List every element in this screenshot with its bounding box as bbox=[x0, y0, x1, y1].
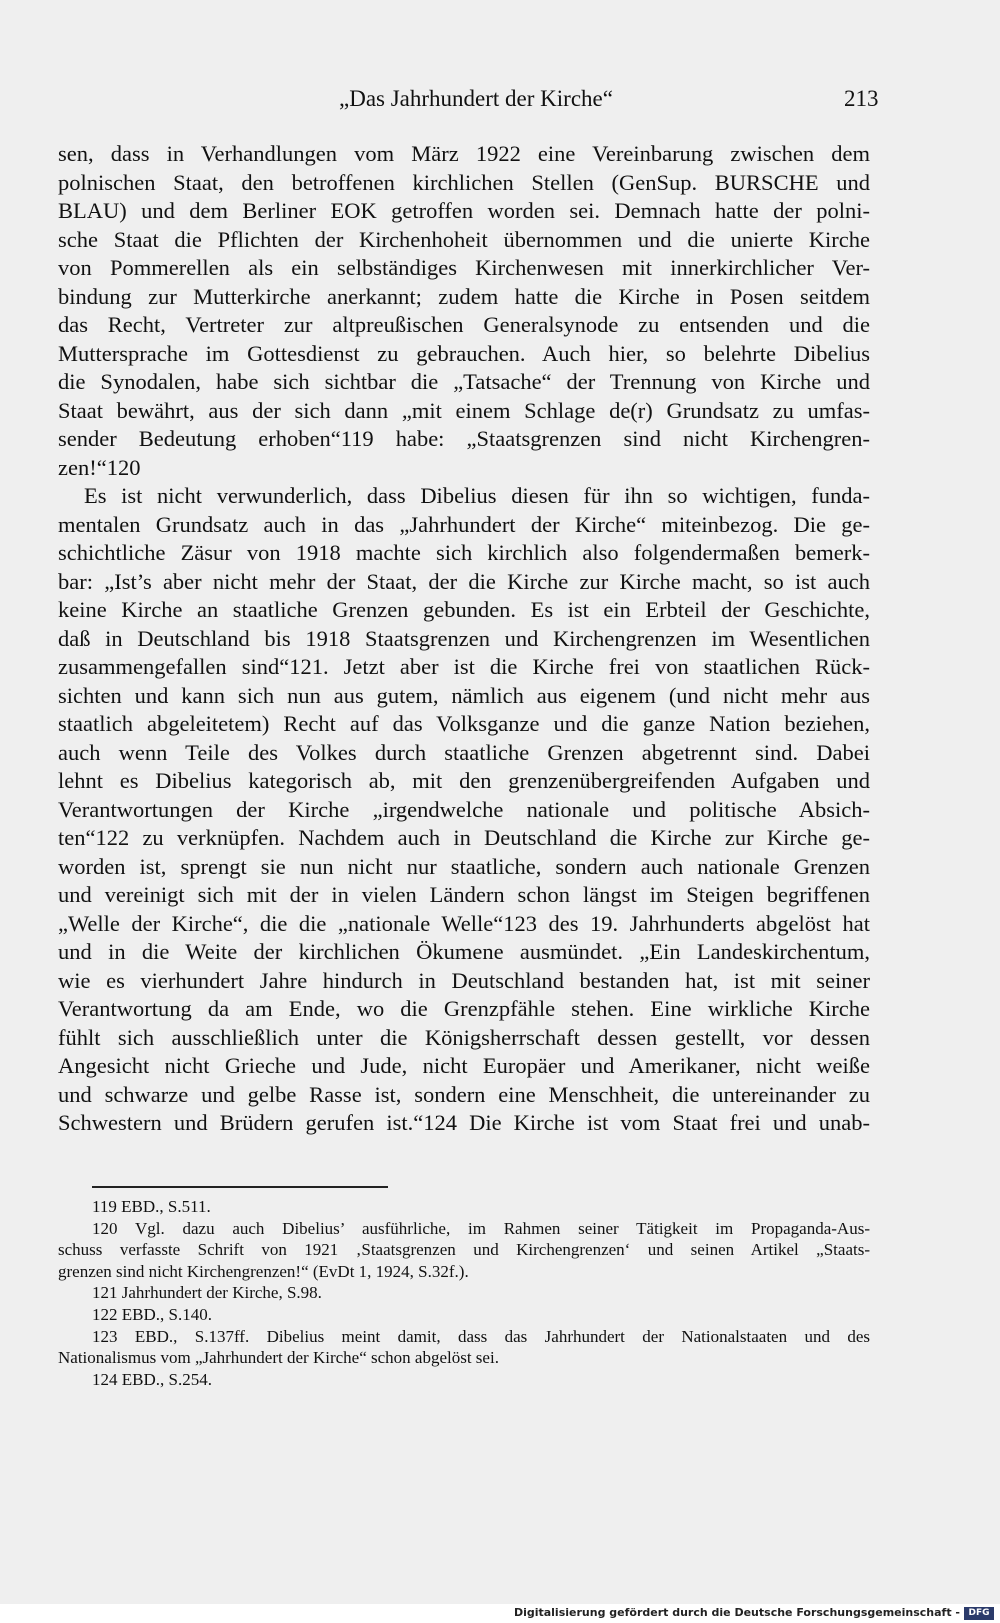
page-number: 213 bbox=[844, 86, 879, 111]
body-line: BLAU) und dem Berliner EOK getroffen worden sei. Demnach hatte der polni- bbox=[58, 198, 870, 223]
body-line: staatlich abgeleitetem) Recht auf das Volksganze und die ganze Nation beziehen, bbox=[58, 711, 870, 736]
body-line: Angesicht nicht Grieche und Jude, nicht Europäer und Amerikaner, nicht weiße bbox=[58, 1053, 870, 1078]
body-line: lehnt es Dibelius kategorisch ab, mit den grenzenübergreifenden Aufgaben und bbox=[58, 768, 870, 793]
body-text bbox=[58, 140, 870, 1138]
body-line: schichtliche Zäsur von 1918 machte sich kirchlich also folgendermaßen bemerk- bbox=[58, 540, 870, 565]
body-line: keine Kirche an staatliche Grenzen gebunden. Es ist ein Erbteil der Geschichte, bbox=[58, 597, 870, 622]
footnote-line: schuss verfasste Schrift von 1921 ‚Staatsgrenzen und Kirchengrenzen‘ und seinen Artikel „Staats- bbox=[58, 1240, 870, 1260]
body-line-indent: Es ist nicht verwunderlich, dass Dibelius diesen für ihn so wichtigen, funda- bbox=[84, 483, 870, 508]
body-line: zen!“120 bbox=[58, 454, 141, 480]
body-line: fühlt sich ausschließlich unter die Königsherrschaft dessen gestellt, vor dessen bbox=[58, 1024, 870, 1050]
footnotes bbox=[58, 1196, 870, 1390]
body-line: daß in Deutschland bis 1918 Staatsgrenzen und Kirchengrenzen im Wesentlichen bbox=[58, 625, 870, 651]
body-line: worden ist, sprengt sie nun nicht nur staatliche, sondern auch nationale Grenzen bbox=[58, 853, 870, 879]
footnote-line: Nationalismus vom „Jahrhundert der Kirche“ schon abgelöst sei. bbox=[58, 1348, 499, 1368]
body-line: und vereinigt sich mit der in vielen Ländern schon längst im Steigen begriffenen bbox=[58, 882, 870, 907]
footnote-line: 122 EBD., S.140. bbox=[92, 1304, 212, 1324]
digitization-credit-bar bbox=[0, 1604, 1000, 1623]
digitization-credit: Digitalisierung gefördert durch die Deutsche Forschungsgemeinschaft - bbox=[513, 1606, 960, 1619]
body-line: sender Bedeutung erhoben“119 habe: „Staatsgrenzen sind nicht Kirchengren- bbox=[58, 426, 870, 451]
body-line: von Pommerellen als ein selbständiges Kirchenwesen mit innerkirchlicher Ver- bbox=[58, 255, 870, 280]
body-line: polnischen Staat, den betroffenen kirchlichen Stellen (GenSup. BURSCHE und bbox=[58, 169, 870, 195]
footnote-divider bbox=[92, 1186, 388, 1188]
body-line: sen, dass in Verhandlungen vom März 1922 eine Vereinbarung zwischen dem bbox=[58, 141, 870, 166]
running-title: „Das Jahrhundert der Kirche“ bbox=[339, 86, 613, 111]
body-line: die Synodalen, habe sich sichtbar die „Tatsache“ der Trennung von Kirche und bbox=[58, 369, 870, 394]
body-line: Schwestern und Brüdern gerufen ist.“124 Die Kirche ist vom Staat frei und unab- bbox=[58, 1110, 870, 1135]
footnote-line: 124 EBD., S.254. bbox=[92, 1369, 212, 1389]
body-line: Verantwortungen der Kirche „irgendwelche nationale und politische Absich- bbox=[58, 796, 870, 822]
body-line: Verantwortung da am Ende, wo die Grenzpfähle stehen. Eine wirkliche Kirche bbox=[58, 996, 870, 1021]
body-line: bindung zur Mutterkirche anerkannt; zudem hatte die Kirche in Posen seitdem bbox=[58, 283, 870, 309]
body-line: „Welle der Kirche“, die die „nationale Welle“123 des 19. Jahrhunderts abgelöst hat bbox=[58, 910, 870, 936]
dfg-logo: DFG bbox=[964, 1607, 994, 1620]
body-line: Staat bewährt, aus der sich dann „mit einem Schlage de(r) Grundsatz zu umfas- bbox=[58, 397, 870, 423]
running-header bbox=[0, 86, 1000, 118]
footnote-line: 120 Vgl. dazu auch Dibelius’ ausführliche, im Rahmen seiner Tätigkeit im Propaganda-Aus- bbox=[92, 1218, 870, 1238]
body-line: Muttersprache im Gottesdienst zu gebrauchen. Auch hier, so belehrte Dibelius bbox=[58, 340, 870, 366]
body-line: und schwarze und gelbe Rasse ist, sondern eine Menschheit, die untereinander zu bbox=[58, 1081, 870, 1107]
footnote-line: 121 Jahrhundert der Kirche, S.98. bbox=[92, 1283, 322, 1303]
footnote-line: 123 EBD., S.137ff. Dibelius meint damit, dass das Jahrhundert der Nationalstaaten und des bbox=[92, 1326, 870, 1346]
body-line: auch wenn Teile des Volkes durch staatliche Grenzen abgetrennt sind. Dabei bbox=[58, 739, 870, 765]
body-line: sichten und kann sich nun aus gutem, nämlich aus eigenem (und nicht mehr aus bbox=[58, 682, 870, 708]
body-line: und in die Weite der kirchlichen Ökumene ausmündet. „Ein Landeskirchentum, bbox=[58, 939, 870, 964]
body-line: bar: „Ist’s aber nicht mehr der Staat, der die Kirche zur Kirche macht, so ist auch bbox=[58, 568, 870, 594]
body-line: wie es vierhundert Jahre hindurch in Deutschland bestanden hat, ist mit seiner bbox=[58, 967, 870, 993]
body-line: mentalen Grundsatz auch in das „Jahrhundert der Kirche“ miteinbezog. Die ge- bbox=[58, 511, 870, 537]
body-line: zusammengefallen sind“121. Jetzt aber ist die Kirche frei von staatlichen Rück- bbox=[58, 654, 870, 679]
footnote-line: grenzen sind nicht Kirchengrenzen!“ (EvDt 1, 1924, S.32f.). bbox=[58, 1261, 469, 1281]
body-line: das Recht, Vertreter zur altpreußischen Generalsynode zu entsenden und die bbox=[58, 312, 870, 337]
footnote-line: 119 EBD., S.511. bbox=[92, 1197, 211, 1216]
body-line: sche Staat die Pflichten der Kirchenhoheit übernommen und die unierte Kirche bbox=[58, 226, 870, 252]
body-line: ten“122 zu verknüpfen. Nachdem auch in Deutschland die Kirche zur Kirche ge- bbox=[58, 825, 870, 850]
